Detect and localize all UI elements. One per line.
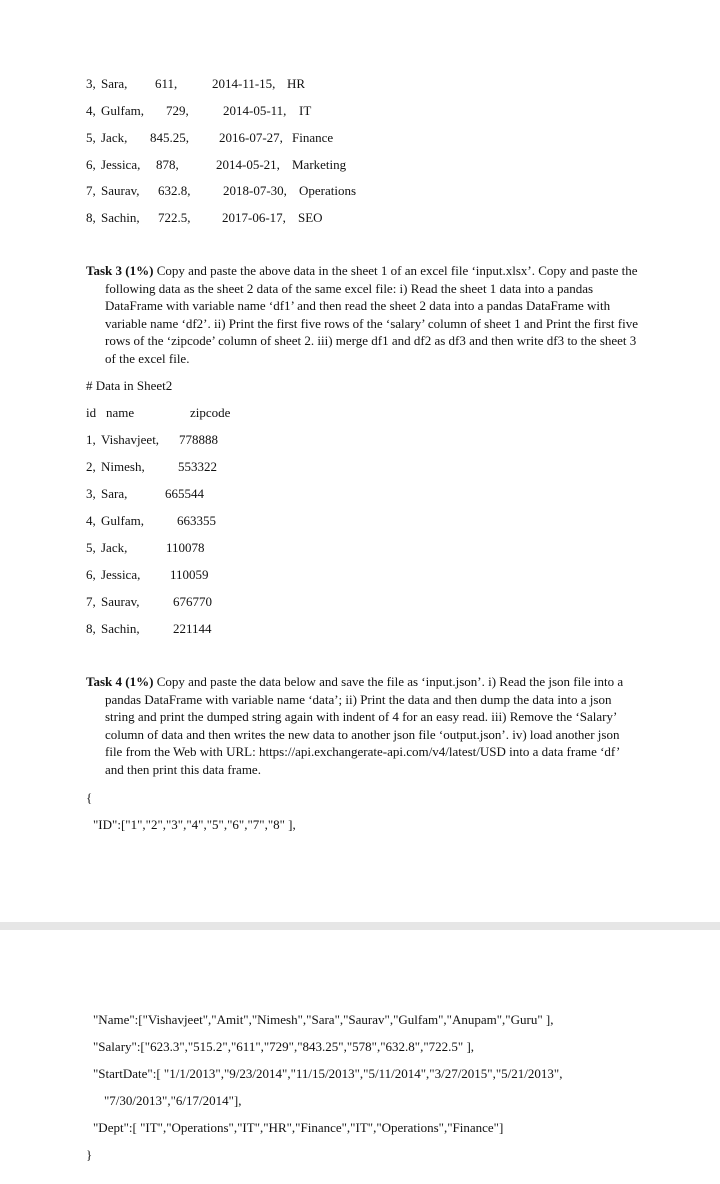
task4-text: Copy and paste the data below and save the file as ‘input.json’. i) Read the json file into a pandas DataFrame with variable name ‘data’; ii) Print the data and then dump the data into a json string and print the dumped string again with indent of 4 for an easy read. iii) Remove the ‘Salary’ column of data and then writes the new data to another json file ‘output.json’. iv) load another json file from the Web with URL: https://api.exchangerate-api.com/v4/latest/USD into a data frame ‘df’ and then print this data frame.	[105, 674, 624, 777]
sheet2-row-name: Nimesh,	[101, 459, 145, 474]
sheet2-row-zipcode: 676770	[173, 594, 212, 609]
json-salary-line: "Salary":["623.3","515.2","611","729","843.25","578","632.8","722.5" ],	[93, 1039, 475, 1054]
json-startdate-line: "StartDate":[ "1/1/2013","9/23/2014","11/15/2013","5/11/2014","3/27/2015","5/21/2013",	[93, 1066, 563, 1081]
sheet1-row-name: Sachin,	[101, 210, 140, 225]
sheet2-row-zipcode: 663355	[177, 513, 216, 528]
sheet1-row-date: 2014-05-21,	[216, 157, 280, 172]
sheet2-row-zipcode: 553322	[178, 459, 217, 474]
sheet1-row-name: Jessica,	[101, 157, 141, 172]
sheet2-row-zipcode: 110059	[170, 567, 209, 582]
sheet2-row-zipcode: 110078	[166, 540, 205, 555]
json-id-line: "ID":["1","2","3","4","5","6","7","8" ],	[93, 817, 296, 832]
sheet1-row-salary: 878,	[156, 157, 179, 172]
sheet2-row-id: 7,	[86, 594, 96, 609]
sheet2-row-name: Gulfam,	[101, 513, 144, 528]
task4-paragraph	[86, 673, 638, 779]
sheet1-row-id: 4,	[86, 103, 96, 118]
sheet1-row-dept: HR	[287, 76, 306, 91]
sheet2-header-zipcode: zipcode	[190, 405, 231, 420]
sheet2-row-id: 2,	[86, 459, 96, 474]
sheet2-row-name: Saurav,	[101, 594, 140, 609]
sheet1-row-dept: IT	[299, 103, 312, 118]
sheet1-row-date: 2014-11-15,	[212, 76, 276, 91]
sheet2-row-id: 4,	[86, 513, 96, 528]
sheet1-row-date: 2018-07-30,	[223, 183, 287, 198]
sheet1-row-date: 2014-05-11,	[223, 103, 287, 118]
sheet1-row-id: 5,	[86, 130, 96, 145]
document-page-2	[0, 930, 720, 1184]
sheet1-row-salary: 729,	[166, 103, 189, 118]
json-startdate-line-cont: "7/30/2013","6/17/2014"],	[104, 1093, 242, 1108]
sheet2-row-name: Sara,	[101, 486, 128, 501]
json-close-brace: }	[86, 1147, 93, 1162]
sheet2-row-id: 8,	[86, 621, 96, 636]
json-open-brace: {	[86, 790, 93, 805]
page-separator	[0, 922, 720, 930]
sheet1-row-salary: 611,	[155, 76, 178, 91]
sheet1-row-id: 6,	[86, 157, 96, 172]
sheet2-header-name: name	[106, 405, 135, 420]
sheet2-row-id: 3,	[86, 486, 96, 501]
sheet2-row-id: 6,	[86, 567, 96, 582]
sheet2-row-name: Sachin,	[101, 621, 140, 636]
sheet2-row-zipcode: 665544	[165, 486, 204, 501]
sheet2-row-id: 1,	[86, 432, 96, 447]
sheet1-row-id: 7,	[86, 183, 96, 198]
task4-heading: Task 4 (1%)	[86, 674, 154, 689]
sheet1-row-date: 2017-06-17,	[222, 210, 286, 225]
task3-paragraph	[86, 262, 638, 368]
sheet2-row-name: Jessica,	[101, 567, 141, 582]
sheet1-row-name: Sara,	[101, 76, 128, 91]
sheet1-row-date: 2016-07-27,	[219, 130, 283, 145]
json-name-line: "Name":["Vishavjeet","Amit","Nimesh","Sara","Saurav","Gulfam","Anupam","Guru" ],	[93, 1012, 554, 1027]
sheet1-row-id: 3,	[86, 76, 96, 91]
sheet2-row-zipcode: 778888	[179, 432, 218, 447]
sheet1-row-salary: 845.25,	[150, 130, 189, 145]
sheet2-row-name: Vishavjeet,	[101, 432, 160, 447]
sheet1-row-name: Gulfam,	[101, 103, 144, 118]
json-dept-line: "Dept":[ "IT","Operations","IT","HR","Finance","IT","Operations","Finance"]	[93, 1120, 504, 1135]
sheet1-row-salary: 632.8,	[158, 183, 191, 198]
sheet2-row-id: 5,	[86, 540, 96, 555]
sheet1-row-name: Jack,	[101, 130, 128, 145]
sheet1-row-name: Saurav,	[101, 183, 140, 198]
sheet2-row-zipcode: 221144	[173, 621, 212, 636]
sheet1-row-dept: SEO	[298, 210, 323, 225]
task3-heading: Task 3 (1%)	[86, 263, 154, 278]
sheet2-header-id: id	[86, 405, 97, 420]
sheet1-row-id: 8,	[86, 210, 96, 225]
sheet2-row-name: Jack,	[101, 540, 128, 555]
sheet1-row-dept: Marketing	[292, 157, 347, 172]
sheet1-row-dept: Operations	[299, 183, 357, 198]
sheet2-comment: # Data in Sheet2	[86, 378, 173, 393]
sheet1-row-dept: Finance	[292, 130, 334, 145]
task3-text: Copy and paste the above data in the sheet 1 of an excel file ‘input.xlsx’. Copy and paste the following data as the sheet 2 data of the same excel file: i) Read the sheet 1 data into a pandas DataFrame with variable name ‘df1’ and then read the sheet 2 data into a pandas DataFrame with variable name ‘df2’. ii) Print the first five rows of the ‘salary’ column of sheet 1 and Print the first five rows of the ‘zipcode’ column of sheet 2. iii) merge df1 and df2 as df3 and then write df3 to the sheet 3 of the excel file.	[105, 263, 638, 366]
sheet1-row-salary: 722.5,	[158, 210, 191, 225]
